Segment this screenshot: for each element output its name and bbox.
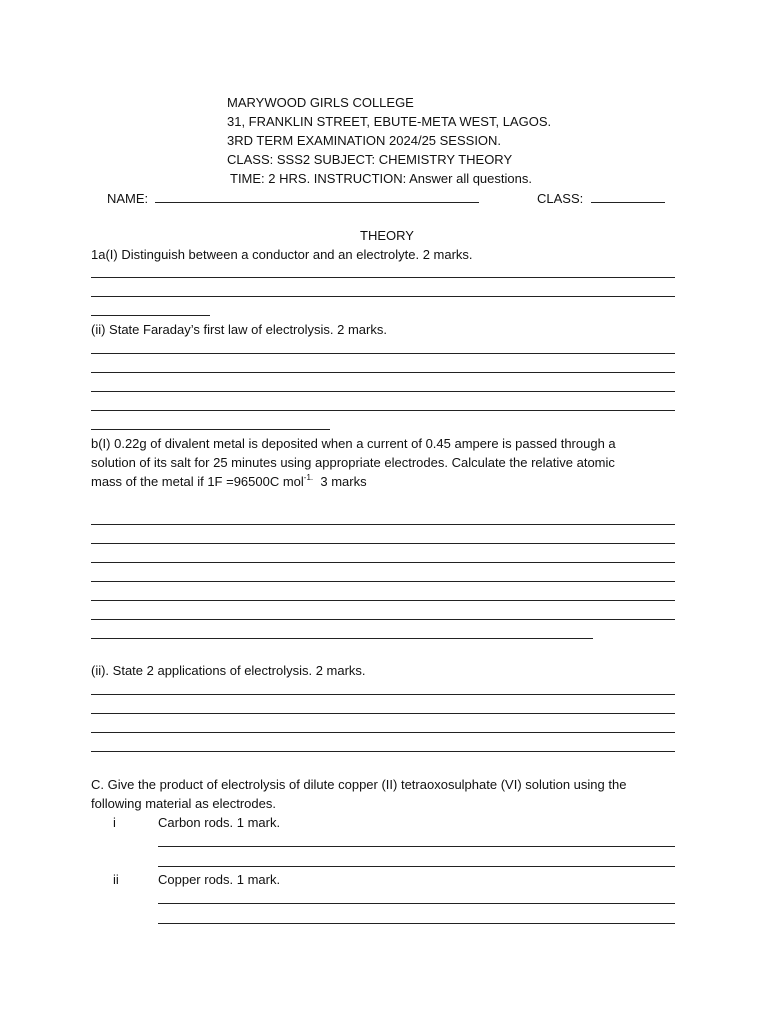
question-1b-i-marks: 3 marks <box>313 474 367 489</box>
answer-line[interactable] <box>91 713 675 714</box>
sub-item-number: i <box>113 815 116 830</box>
answer-line[interactable] <box>91 619 675 620</box>
question-1a-ii: (ii) State Faraday’s first law of electrolysis. 2 marks. <box>91 322 387 337</box>
question-1b-i-text: mass of the metal if 1F =96500C mol <box>91 474 304 489</box>
answer-line[interactable] <box>91 732 675 733</box>
unit-exponent: -1. <box>303 473 314 482</box>
school-name: MARYWOOD GIRLS COLLEGE <box>227 95 414 110</box>
name-label: NAME: <box>107 191 149 206</box>
answer-line[interactable] <box>91 694 675 695</box>
answer-line[interactable] <box>91 315 210 316</box>
answer-line[interactable] <box>158 866 675 867</box>
answer-line[interactable] <box>91 277 675 278</box>
answer-line[interactable] <box>91 562 675 563</box>
class-field <box>537 190 665 207</box>
answer-line[interactable] <box>91 638 593 639</box>
answer-line[interactable] <box>158 923 675 924</box>
answer-line[interactable] <box>158 846 675 847</box>
name-field <box>107 190 479 207</box>
answer-line[interactable] <box>91 429 330 430</box>
answer-line[interactable] <box>91 296 675 297</box>
answer-line[interactable] <box>91 543 675 544</box>
class-blank[interactable] <box>591 190 665 203</box>
section-title: THEORY <box>360 228 414 243</box>
time-instruction: TIME: 2 HRS. INSTRUCTION: Answer all questions. <box>230 171 532 186</box>
sub-item-copper-rods: Copper rods. 1 mark. <box>158 872 281 887</box>
question-1b-i-line2: solution of its salt for 25 minutes using appropriate electrodes. Calculate the relative atomic <box>91 455 615 470</box>
question-c-line1: C. Give the product of electrolysis of dilute copper (II) tetraoxosulphate (VI) solution using the <box>91 777 627 792</box>
question-1b-ii: (ii). State 2 applications of electrolysis. 2 marks. <box>91 663 366 678</box>
class-label: CLASS: <box>537 191 584 206</box>
answer-line[interactable] <box>91 353 675 354</box>
sub-item-number: ii <box>113 872 119 887</box>
class-subject: CLASS: SSS2 SUBJECT: CHEMISTRY THEORY <box>227 152 513 167</box>
answer-line[interactable] <box>91 581 675 582</box>
question-c-line2: following material as electrodes. <box>91 796 276 811</box>
answer-line[interactable] <box>91 410 675 411</box>
answer-line[interactable] <box>91 391 675 392</box>
answer-line[interactable] <box>91 751 675 752</box>
answer-line[interactable] <box>158 903 675 904</box>
name-blank[interactable] <box>155 190 479 203</box>
question-1b-i-line3 <box>91 474 367 490</box>
answer-line[interactable] <box>91 600 675 601</box>
school-address: 31, FRANKLIN STREET, EBUTE-META WEST, LAGOS. <box>227 114 552 129</box>
answer-line[interactable] <box>91 372 675 373</box>
answer-line[interactable] <box>91 524 675 525</box>
question-1a-i: 1a(I) Distinguish between a conductor and an electrolyte. 2 marks. <box>91 247 473 262</box>
sub-item-carbon-rods: Carbon rods. 1 mark. <box>158 815 281 830</box>
question-1b-i-line1: b(I) 0.22g of divalent metal is deposited when a current of 0.45 ampere is passed through a <box>91 436 616 451</box>
exam-title: 3RD TERM EXAMINATION 2024/25 SESSION. <box>227 133 502 148</box>
